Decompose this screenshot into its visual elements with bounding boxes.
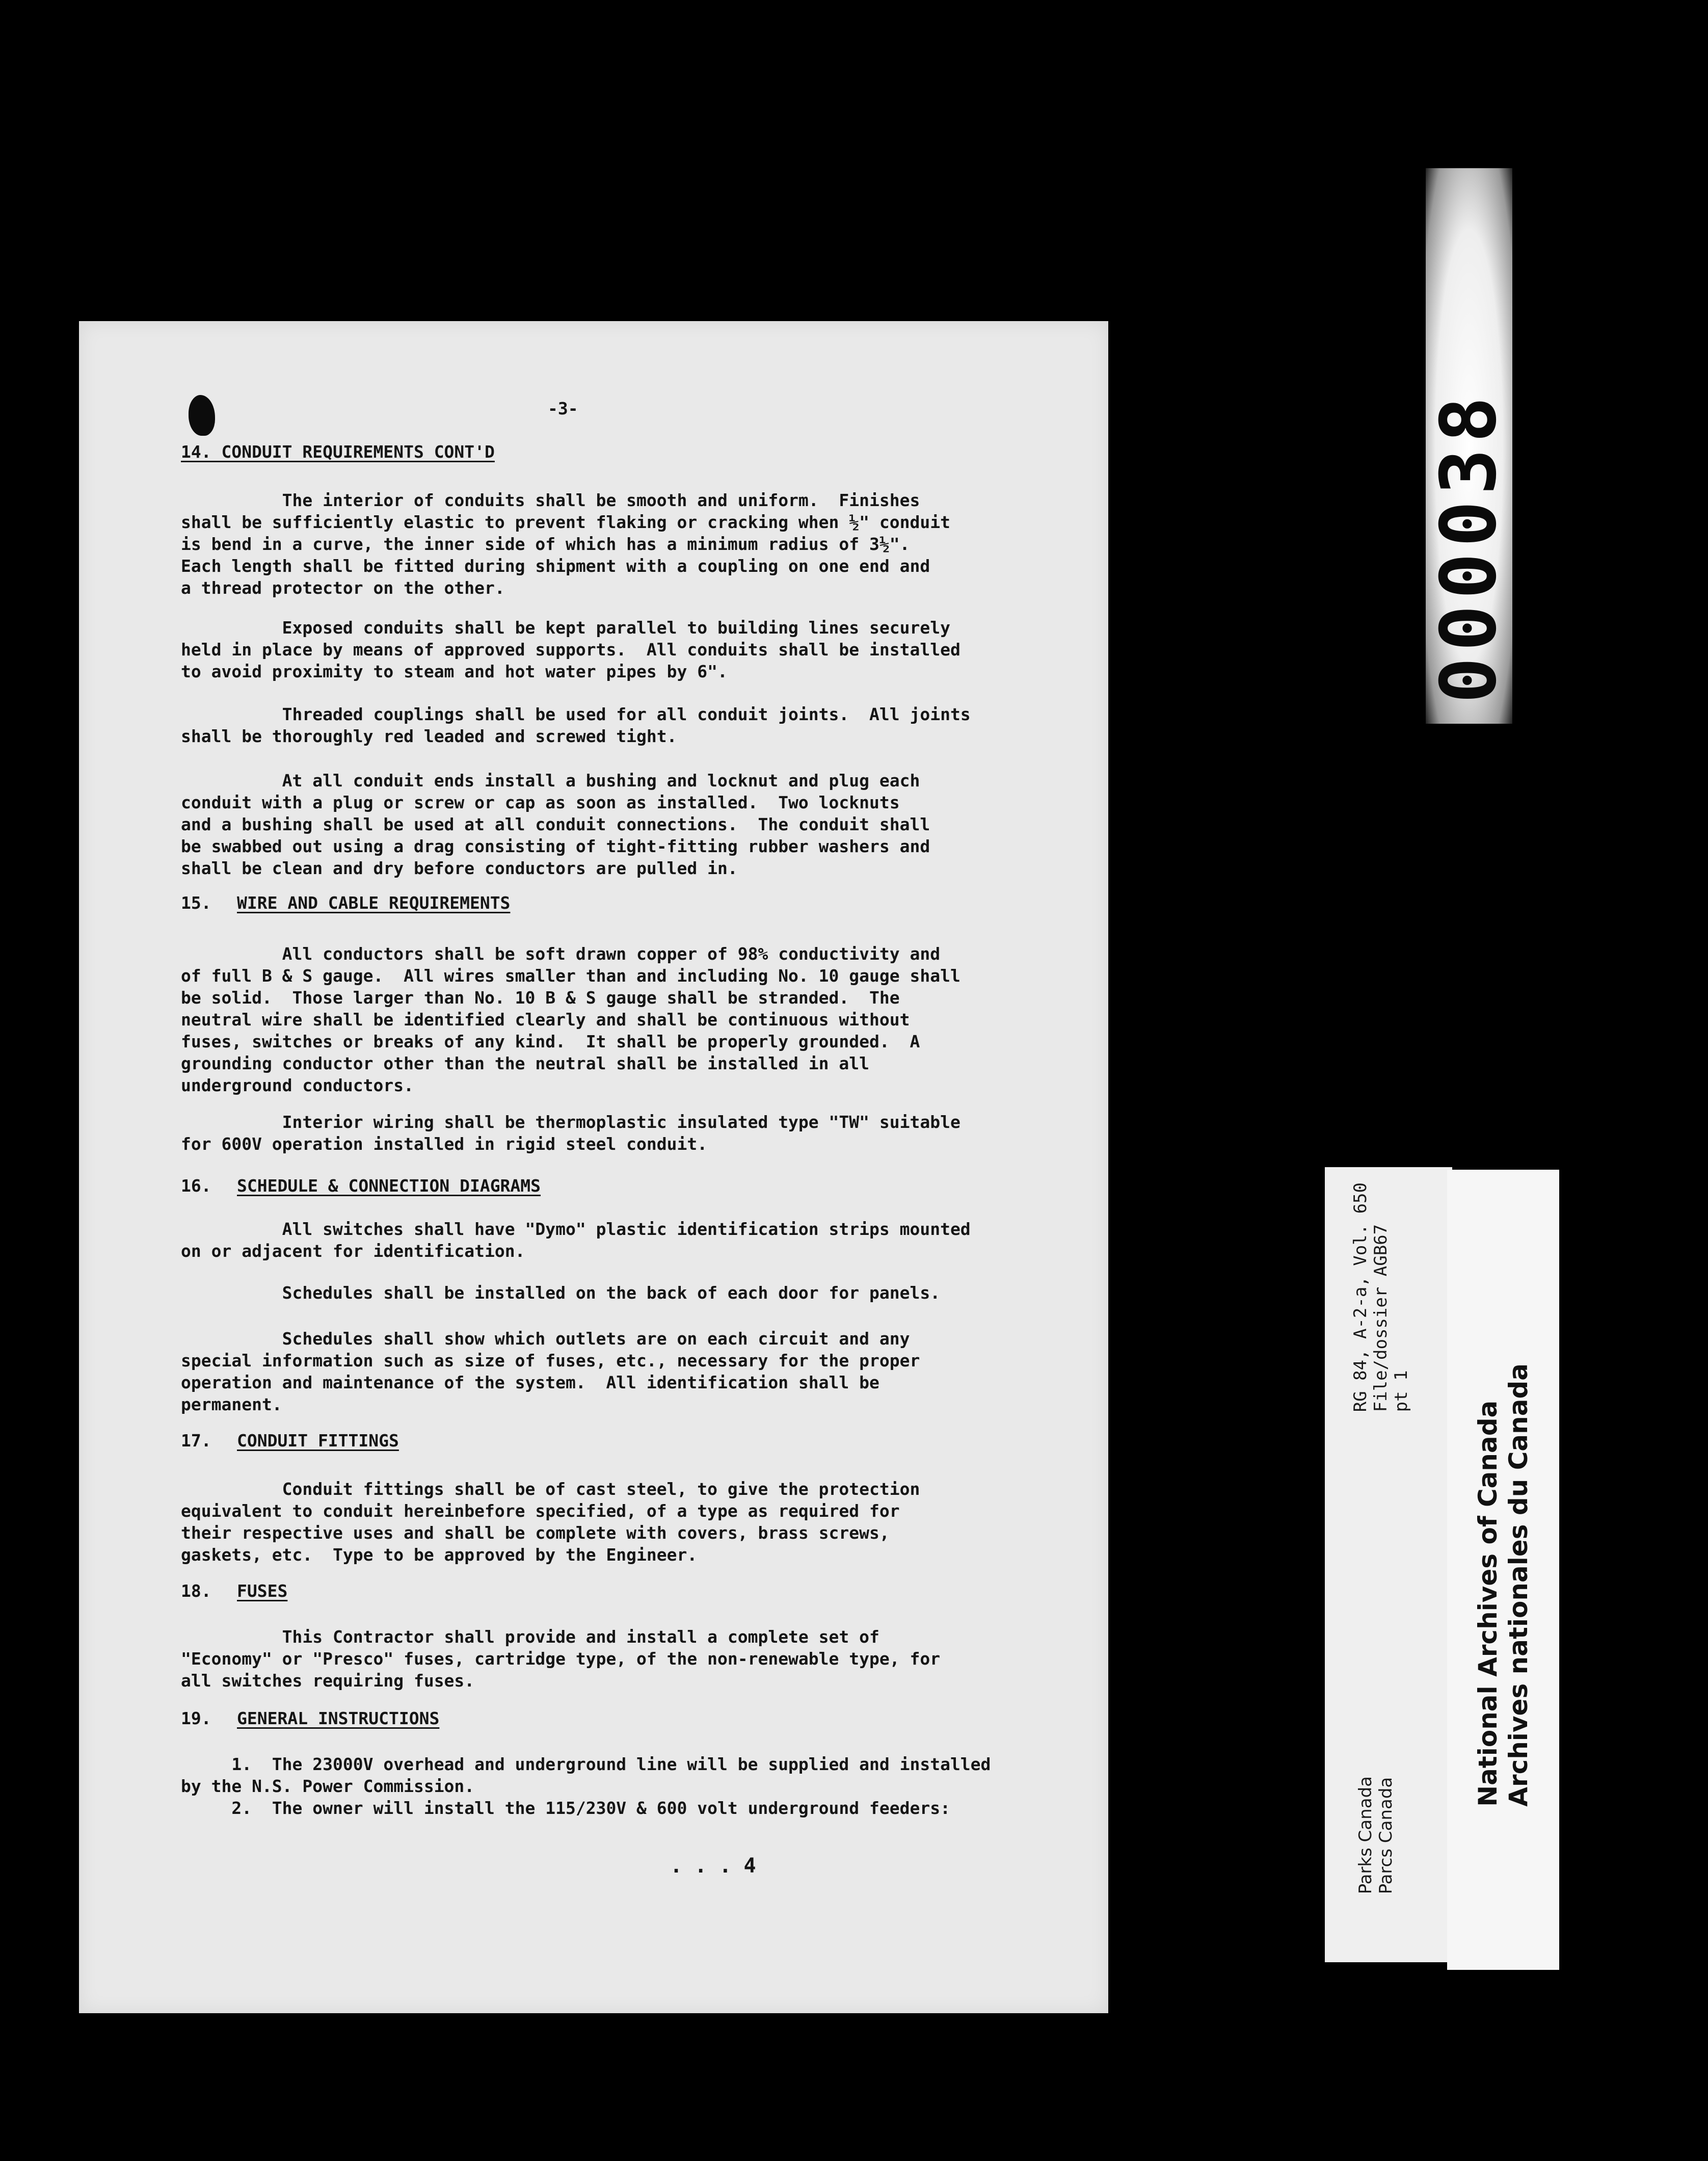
section-16-paragraph-3: Schedules shall show which outlets are on each circuit and any special information such as size of fuses, etc., necessary for the proper operation and maintenance of the system. All identification shall be permanent.	[181, 1329, 920, 1414]
section-14-paragraph-3: Threaded couplings shall be used for all conduit joints. All joints shall be thoroughly red leaded and screwed tight.	[181, 704, 971, 746]
section-19-heading	[181, 1707, 1088, 1729]
section-18-title: FUSES	[237, 1581, 288, 1601]
archives-name: National Archives of Canada Archives nationales du Canada	[1473, 1363, 1533, 1807]
section-15-number: 15.	[181, 893, 211, 913]
section-15-paragraph-1: All conductors shall be soft drawn copper of 98% conductivity and of full B & S gauge. All wires smaller than and including No. 10 gauge shall be solid. Those larger than No. 10 B & S gauge shall be stranded. The neutral wire shall be identified clearly and shall be continuous without fuses, switches or breaks of any kind. It shall be properly grounded. A grounding conductor other than the neutral shall be installed in all underground conductors.	[181, 944, 960, 1095]
section-16-paragraph-2: Schedules shall be installed on the back of each door for panels.	[181, 1283, 941, 1303]
frame-number: 000038	[1425, 390, 1513, 703]
document-body	[79, 321, 1108, 2013]
section-17-paragraph-1: Conduit fittings shall be of cast steel, to give the protection equivalent to conduit hereinbefore specified, of a type as required for their respective uses and shall be complete with covers, brass screws, gaskets, etc. Type to be approved by the Engineer.	[181, 1479, 920, 1565]
archives-label	[1447, 1170, 1559, 1970]
section-17-number: 17.	[181, 1431, 211, 1451]
section-18-heading	[181, 1580, 1088, 1602]
section-15-title: WIRE AND CABLE REQUIREMENTS	[237, 893, 511, 913]
section-18-paragraph-1: This Contractor shall provide and install a complete set of "Economy" or "Presco" fuses, cartridge type, of the non-renewable type, for all switches requiring fuses.	[181, 1627, 941, 1691]
section-14-title: 14. CONDUIT REQUIREMENTS CONT'D	[181, 442, 495, 462]
section-14-paragraph-1: The interior of conduits shall be smooth and uniform. Finishes shall be sufficiently elastic to prevent flaking or cracking when ½" conduit is bend in a curve, the inner side of which has a minimum radius of 3½". Each length shall be fitted during shipment with a coupling on one end and a thread protector on the other.	[181, 490, 950, 598]
section-17-heading	[181, 1430, 1088, 1452]
section-14-paragraph-2: Exposed conduits shall be kept parallel to building lines securely held in place by means of approved supports. All conduits shall be installed to avoid proximity to steam and hot water pipes by 6".	[181, 618, 960, 681]
reference-label	[1325, 1167, 1452, 1962]
frame-number-strip	[1426, 168, 1512, 724]
section-19-number: 19.	[181, 1708, 211, 1728]
section-18-number: 18.	[181, 1581, 211, 1601]
section-16-paragraph-1: All switches shall have "Dymo" plastic identification strips mounted on or adjacent for identification.	[181, 1219, 971, 1261]
section-16-heading	[181, 1175, 1088, 1197]
reference-citation: RG 84, A-2-a, Vol. 650 File/dossier AGB67 pt 1	[1350, 1182, 1411, 1412]
section-19-paragraph-1: 1. The 23000V overhead and underground line will be supplied and installed by the N.S. Power Commission. 2. The owner will install the 115/230V & 600 volt underground feeders:	[181, 1754, 991, 1818]
continuation-marker: . . . 4	[670, 1854, 756, 1878]
section-16-number: 16.	[181, 1176, 211, 1196]
page-number: -3-	[548, 399, 578, 418]
section-19-title: GENERAL INSTRUCTIONS	[237, 1708, 440, 1728]
section-16-title: SCHEDULE & CONNECTION DIAGRAMS	[237, 1176, 541, 1196]
section-15-heading	[181, 892, 1088, 914]
section-14-paragraph-4: At all conduit ends install a bushing and locknut and plug each conduit with a plug or screw or cap as soon as installed. Two locknuts and a bushing shall be used at all conduit connections. The conduit shall be swabbed out using a drag consisting of tight-fitting rubber washers and shall be clean and dry before conductors are pulled in.	[181, 771, 930, 878]
document-page	[79, 321, 1108, 2013]
reference-agency: Parks Canada Parcs Canada	[1355, 1776, 1396, 1894]
section-15-paragraph-2: Interior wiring shall be thermoplastic insulated type "TW" suitable for 600V operation installed in rigid steel conduit.	[181, 1112, 960, 1154]
section-17-title: CONDUIT FITTINGS	[237, 1431, 399, 1451]
section-14-heading	[181, 441, 1088, 463]
